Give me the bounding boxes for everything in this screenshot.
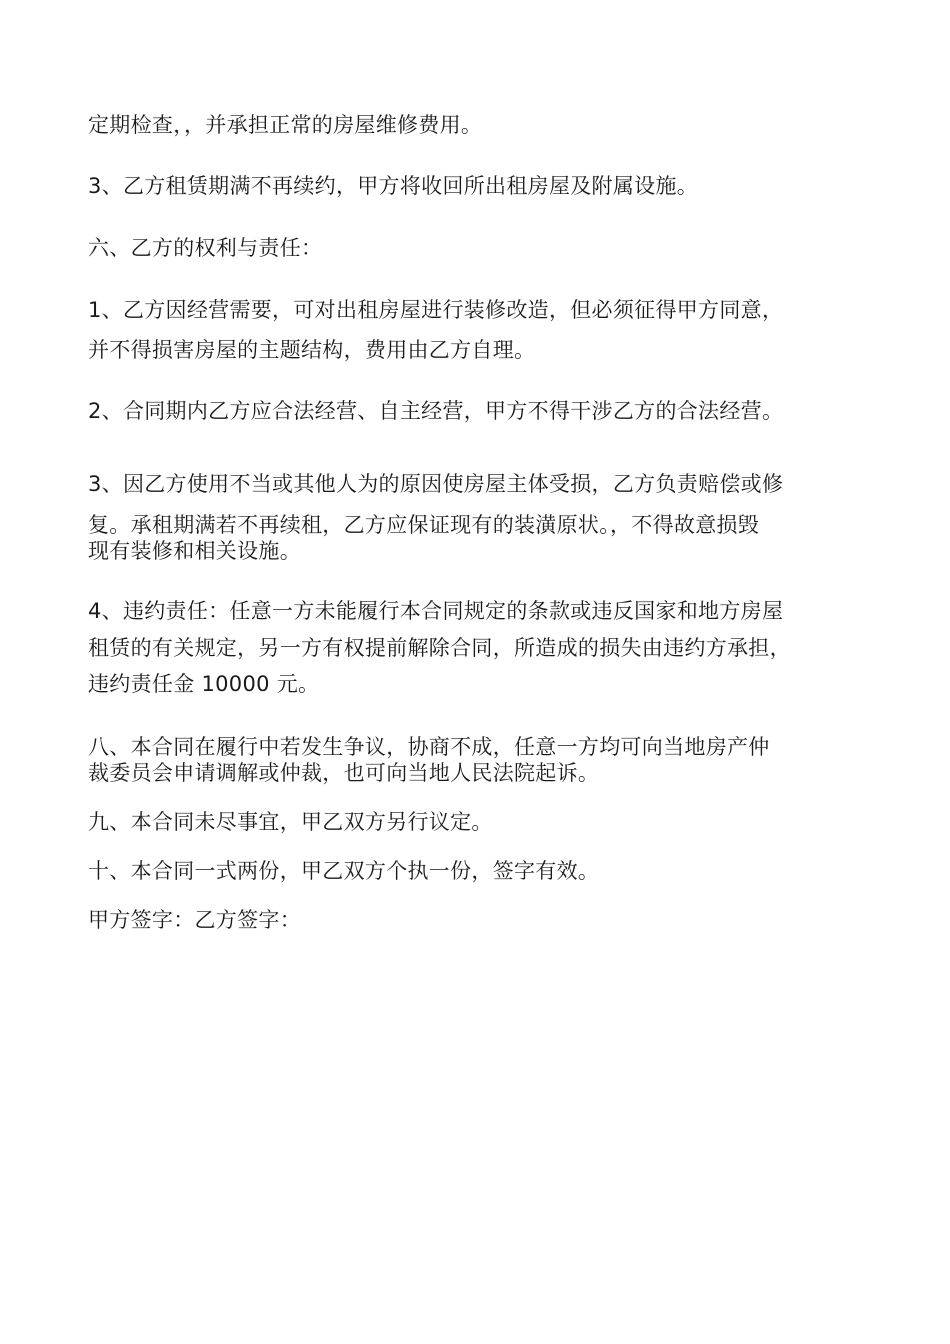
text-line-3: 1、乙方因经营需要，可对出租房屋进行装修改造，但必须征得甲方同意，	[88, 298, 784, 322]
text-line-11: 违约责任金 10000 元。	[88, 672, 320, 696]
text-line-2: 3、乙方租赁期满不再续约，甲方将收回所出租房屋及附属设施。	[88, 174, 699, 198]
section-heading-9: 九、本合同未尽事宜，甲乙双方另行议定。	[88, 810, 493, 834]
signature-line: 甲方签字：乙方签字：	[88, 908, 301, 932]
text-line-8: 现有装修和相关设施。	[88, 539, 301, 563]
text-line-9: 4、违约责任：任意一方未能履行本合同规定的条款或违反国家和地方房屋	[88, 599, 784, 623]
text-line-10: 租赁的有关规定，另一方有权提前解除合同，所造成的损失由违约方承担，	[88, 636, 791, 660]
section-heading-8: 八、本合同在履行中若发生争议，协商不成，任意一方均可向当地房产仲	[88, 735, 770, 759]
text-line-6: 3、因乙方使用不当或其他人为的原因使房屋主体受损，乙方负责赔偿或修	[88, 472, 784, 496]
section-heading-6: 六、乙方的权利与责任：	[88, 236, 323, 260]
text-line-1: 定期检查，，并承担正常的房屋维修费用。	[88, 113, 483, 137]
text-line-5: 2、合同期内乙方应合法经营、自主经营，甲方不得干涉乙方的合法经营。	[88, 399, 784, 423]
text-line-12: 裁委员会申请调解或仲裁，也可向当地人民法院起诉。	[88, 761, 600, 785]
section-heading-10: 十、本合同一式两份，甲乙双方个执一份，签字有效。	[88, 859, 600, 883]
text-line-4: 并不得损害房屋的主题结构，费用由乙方自理。	[88, 338, 536, 362]
text-line-7: 复。承租期满若不再续租，乙方应保证现有的装潢原状。，不得故意损毁	[88, 513, 760, 537]
